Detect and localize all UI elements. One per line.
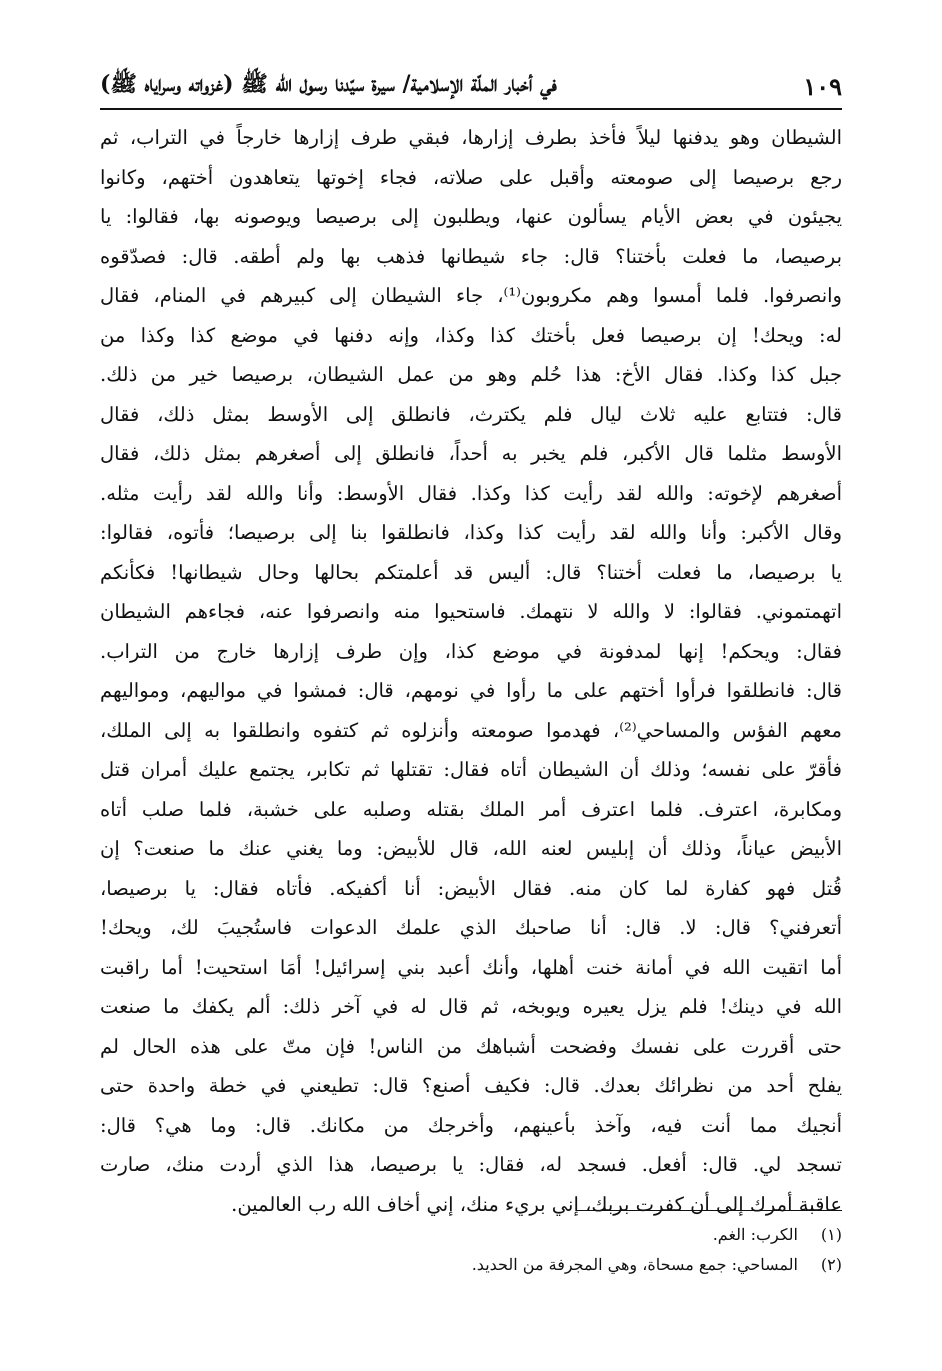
text-line: قال: فانطلقوا فرأوا أختهم على ما رأوا في نومهم، قال: فمشوا في مواليهم، ومواليهم <box>100 679 842 702</box>
footnote-divider <box>577 1210 842 1211</box>
text-line: حتى أقررت على نفسك وفضحت أشباهك من الناس! فإن متّ على هذه الحال لم <box>100 1034 842 1058</box>
text-line: يجيئون في بعض الأيام يسألون عنها، ويطلبون إلى برصيصا ويوصونه بها، فقالوا: يا <box>100 205 842 228</box>
text-line: أتعرفني؟ قال: لا. قال: أنا صاحبك الذي علمك الدعوات فاستُجيبَ لك، ويحك! <box>100 916 842 939</box>
text-line: له: ويحك! إن برصيصا فعل بأختك كذا وكذا، وإنه دفنها في موضع كذا وكذا من <box>100 323 842 347</box>
text-line: الأبيض عياناً، وذلك أن إبليس لعنه الله، قال للأبيض: وما يغني عنك ما صنعت؟ إن <box>100 837 842 860</box>
text-line: جبل كذا وكذا. فقال الأخ: هذا حُلم وهو من عمل الشيطان، برصيصا خير من ذلك. <box>100 363 842 386</box>
header-title: في أخبار الملّة الإسلامية/ سيرة سيّدنا رسول الله ﷺ (غزواته وسراياه ﷺ) <box>100 71 557 97</box>
text-line: الأوسط مثلما قال الأكبر، فلم يخبر به أحداً، فانطلق إلى أصغرهم بمثل ذلك، فقال <box>100 442 842 465</box>
page-number: ١٠٩ <box>803 71 842 101</box>
text-line: اتهمتموني. فقالوا: لا والله لا نتهمك. فاستحيوا منه وانصرفوا عنه، فجاءهم الشيطان <box>100 600 842 623</box>
footnote-number: (٢) <box>820 1255 842 1274</box>
footnote-number: (١) <box>820 1225 842 1244</box>
footnote-text: الكرب: الغم. <box>712 1225 798 1244</box>
text-line: تسجد لي. قال: أفعل. فسجد له، فقال: يا برصيصا، هذا الذي أردت منك، صارت <box>100 1153 842 1176</box>
text-line: فأقرّ على نفسه؛ وذلك أن الشيطان أتاه فقال: تقتلها ثم تكابر، يجتمع عليك أمران قتل <box>100 758 842 781</box>
text-line: فقال: ويحكم! إنها لمدفونة في موضع كذا، وإن طرف إزارها خارج من التراب. <box>100 639 842 663</box>
text-line: يفلح أحد من نظرائك بعدك. قال: فكيف أصنع؟ قال: تطيعني في خطة واحدة حتى <box>100 1074 842 1097</box>
text-line: يا برصيصا، ما فعلت أختنا؟ قال: أليس قد أعلمتكم بحالها وحال شيطانها! فكأنكم <box>100 560 842 584</box>
header-divider <box>100 108 842 110</box>
text-line: برصيصا، ما فعلت بأختنا؟ قال: جاء شيطانها فذهب بها ولم أطقه. قال: فصدّقوه <box>100 244 842 268</box>
text-line: ومكابرة، اعترف. فلما اعترف أمر الملك بقتله وصلبه على خشبة، فلما صلب أتاه <box>100 797 842 821</box>
footnote <box>100 1220 842 1250</box>
text-line: رجع برصيصا إلى صومعته وأقبل على صلاته، فجاء إخوتها يتعاهدون أختهم، وكانوا <box>100 165 842 189</box>
text-line: أصغرهم لإخوته: والله لقد رأيت كذا وكذا. فقال الأوسط: وأنا والله لقد رأيت مثله. <box>100 481 842 505</box>
text-line: معهم الفؤس والمساحي⁽²⁾، فهدموا صومعته وأنزلوه ثم كتفوه وانطلقوا به إلى الملك، <box>100 718 842 742</box>
text-line: أنجيك مما أنت فيه، وآخذ بأعينهم، وأخرجك من مكانك. قال: وما هي؟ قال: <box>100 1113 842 1137</box>
text-line: وقال الأكبر: وأنا والله لقد رأيت كذا وكذا، فانطلقوا بنا إلى برصيصا؛ فأتوه، فقالوا: <box>100 521 842 544</box>
text-line: وانصرفوا. فلما أمسوا وهم مكروبون⁽¹⁾، جاء الشيطان إلى كبيرهم في المنام، فقال <box>100 284 842 307</box>
running-header <box>100 66 842 106</box>
body-text <box>100 118 842 1224</box>
text-line: الشيطان وهو يدفنها ليلاً فأخذ بطرف إزارها، فبقي طرف إزارها خارجاً في التراب، ثم <box>100 126 842 149</box>
text-line: أما اتقيت الله في أمانة خنت أهلها، وأنك أعبد بني إسرائيل! أمَا استحيت! أما راقبت <box>100 955 842 979</box>
footnote-text: المساحي: جمع مسحاة، وهي المجرفة من الحديد. <box>471 1255 798 1274</box>
text-line: قال: فتتابع عليه ثلاث ليال فلم يكترث، فانطلق إلى الأوسط بمثل ذلك، فقال <box>100 402 842 426</box>
text-line: قُتل فهو كفارة لما كان منه. فقال الأبيض: أنا أكفيكه. فأتاه فقال: يا برصيصا، <box>100 876 842 900</box>
footnotes <box>100 1220 842 1280</box>
text-line: عاقبة أمرك إلى أن كفرت بربك، إني بريء منك، إني أخاف الله رب العالمين. <box>231 1192 842 1216</box>
footnote <box>100 1250 842 1280</box>
text-line: الله في دينك! فلم يزل يعيره ويوبخه، ثم قال له في آخر ذلك: ألم يكفك ما صنعت <box>100 995 842 1018</box>
